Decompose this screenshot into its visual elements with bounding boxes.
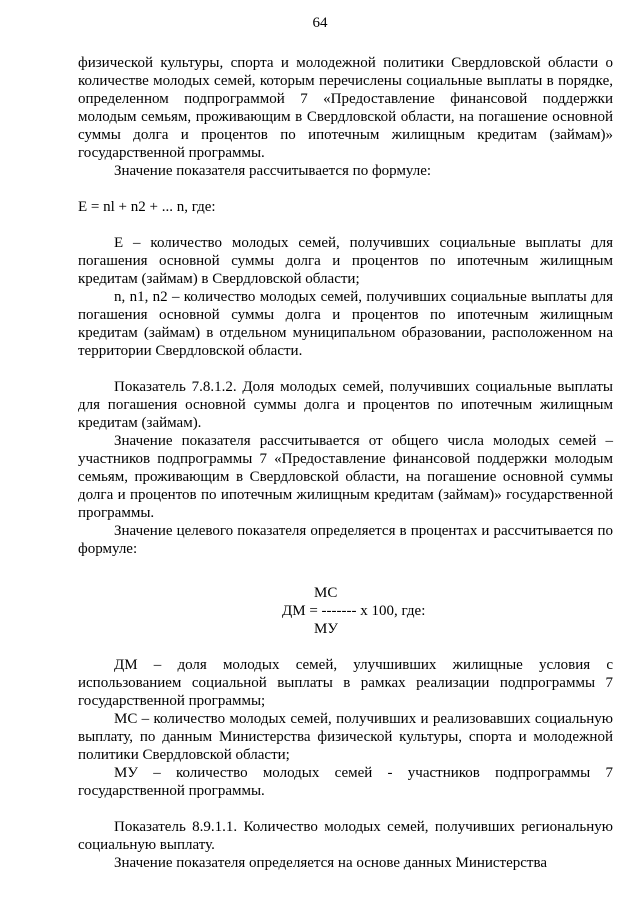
formula-dm-numerator: МС	[314, 585, 338, 601]
indicator-7-8-1-2-heading: Показатель 7.8.1.2. Доля молодых семей, получивших социальные выплаты для погашения основной суммы долга и процентов по ипотечным жилищным кредитам (займам).	[78, 379, 613, 431]
formula-dm-equation: ДМ = ------- x 100, где:	[282, 603, 426, 619]
document-body	[78, 54, 613, 872]
formula-dm-denominator: МУ	[314, 621, 338, 637]
definition-e: E – количество молодых семей, получивших социальные выплаты для погашения основной суммы долга и процентов по ипотечным жилищным кредитам (займам) в Свердловской области;	[78, 235, 613, 287]
paragraph-1: физической культуры, спорта и молодежной политики Свердловской области о количестве молодых семей, которым перечислены социальные выплаты в порядке, определенном подпрограммой 7 «Предоставление финансовой поддержки молодым семьям, проживающим в Свердловской области, на погашение основной суммы долга и процентов по ипотечным жилищным кредитам (займам)» государственной программы.	[78, 55, 613, 161]
definition-n: n, n1, n2 – количество молодых семей, получивших социальные выплаты для погашения основной суммы долга и процентов по ипотечным жилищным кредитам (займам) в отдельном муниципальном образовании, расположенном на территории Свердловской области.	[78, 289, 613, 359]
paragraph-final: Значение показателя определяется на основе данных Министерства	[114, 855, 548, 871]
formula-dm	[78, 584, 613, 638]
paragraph-formula-intro: Значение показателя рассчитывается по формуле:	[114, 163, 432, 179]
paragraph-calculation-basis: Значение показателя рассчитывается от общего числа молодых семей – участников подпрограммы 7 «Предоставление финансовой поддержки молодым семьям, проживающим в Свердловской области, на погашение основной суммы долга и процентов по ипотечным жилищным кредитам (займам)» государственной программы.	[78, 433, 613, 521]
definition-mu: МУ – количество молодых семей - участников подпрограммы 7 государственной программы.	[78, 765, 613, 799]
page-number: 64	[312, 15, 328, 31]
definition-ms: МС – количество молодых семей, получивших и реализовавших социальную выплату, по данным Министерства физической культуры, спорта и молодежной политики Свердловской области;	[78, 711, 613, 763]
formula-e: E = nl + n2 + ... n, где:	[78, 199, 216, 215]
paragraph-target-value: Значение целевого показателя определяется в процентах и рассчитывается по формуле:	[78, 523, 613, 557]
definition-dm: ДМ – доля молодых семей, улучшивших жилищные условия с использованием социальной выплаты в рамках реализации подпрограммы 7 государственной программы;	[78, 657, 613, 709]
indicator-8-9-1-1-heading: Показатель 8.9.1.1. Количество молодых семей, получивших региональную социальную выплату.	[78, 819, 613, 853]
